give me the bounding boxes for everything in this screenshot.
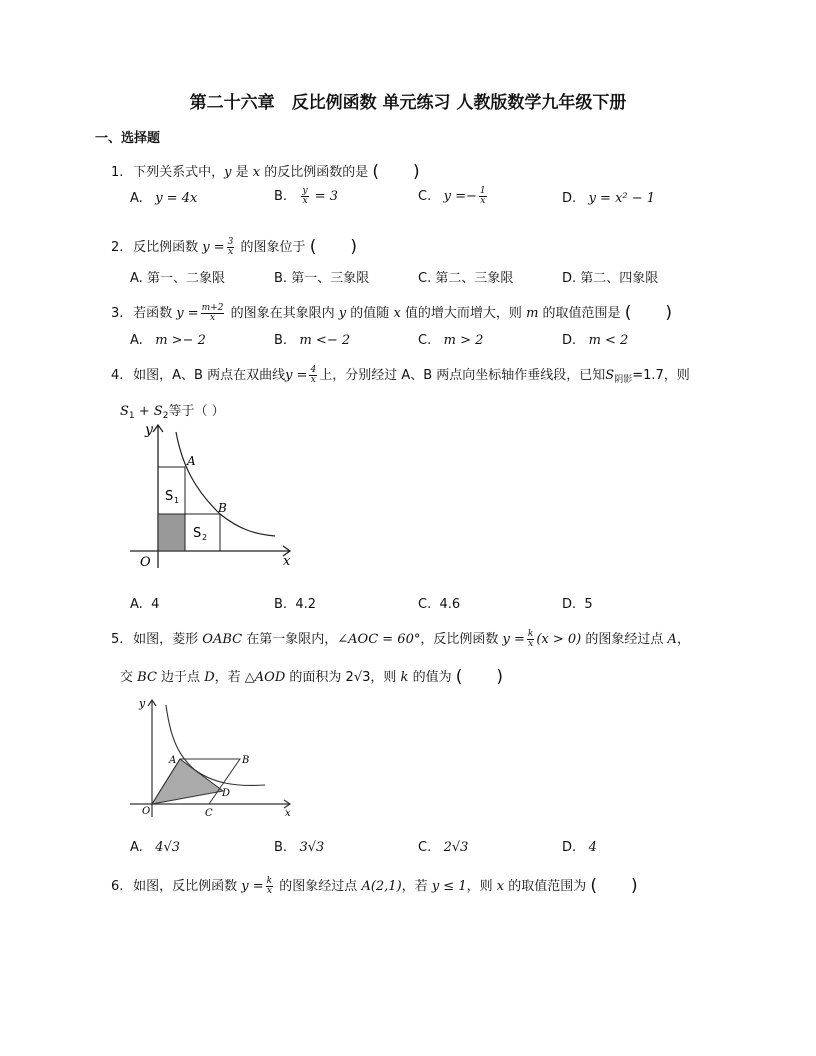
option-4b: B. 4.2: [274, 597, 317, 612]
section-heading: 一、选择题: [95, 131, 161, 146]
option-5a: A. 4√3: [130, 840, 181, 855]
figure-q4: [125, 420, 295, 570]
option-2c: C. 第二、三象限: [418, 271, 514, 286]
option-3a: A. m >− 2: [130, 333, 206, 348]
answer-paren: ( ): [372, 162, 420, 182]
option-1d: D. y = x² − 1: [562, 191, 656, 206]
question-4-line2: $S_1 + S_2$等于（ ）: [120, 404, 225, 421]
option-5d: D. 4: [562, 840, 597, 855]
triangle-aod: [152, 759, 223, 804]
option-2a: A. 第一、二象限: [130, 271, 225, 286]
label-x: x: [283, 554, 291, 569]
question-2: 2. 反比例函数 y = $\frac{3}{x}$ 的图象位于 ( ): [111, 237, 357, 257]
option-1b: B. $\frac{y}{x}$ = 3: [274, 186, 338, 206]
option-4c: C. 4.6: [418, 597, 461, 612]
answer-paren: ( ): [309, 237, 357, 257]
option-3d: D. m < 2: [562, 333, 629, 348]
question-5: 5. 如图，菱形 OABC 在第一象限内，∠AOC = 60°，反比例函数 y = $\frac{k}{x}$ (x > 0) 的图象经过点 A，: [111, 629, 690, 649]
label-o: O: [142, 806, 151, 817]
label-s2-sub: 2: [202, 533, 208, 542]
option-2d: D. 第二、四象限: [562, 271, 659, 286]
label-s2: S: [193, 526, 202, 541]
shaded-region: [158, 514, 185, 551]
label-s1-sub: 1: [174, 496, 180, 505]
question-4: 4. 如图，A、B 两点在双曲线y = $\frac{4}{x}$ 上，分别经过 A、B 两点向坐标轴作垂线段，已知$S_{阴影}=1.7$，则: [111, 365, 690, 385]
question-5-line2: 交 BC 边于点 D，若 △AOD 的面积为 2√3，则 k 的值为 ( ): [120, 667, 503, 687]
label-s1: S: [165, 489, 174, 504]
label-y: y: [139, 697, 146, 710]
question-6: 6. 如图，反比例函数 y = $\frac{k}{x}$ 的图象经过点 A(2,1)，若 y ≤ 1，则 x 的取值范围为 ( ): [111, 876, 638, 896]
label-y: y: [145, 422, 153, 438]
label-a: A: [169, 755, 177, 766]
hyperbola-curve: [176, 432, 275, 536]
question-1: 1. 下列关系式中，y 是 x 的反比例函数的是 ( ): [111, 162, 420, 182]
option-5b: B. 3√3: [274, 840, 325, 855]
option-1a: A. y = 4x: [130, 191, 198, 206]
question-text: 下列关系式中，: [133, 165, 225, 180]
label-b: B: [242, 755, 250, 766]
question-number: 1.: [111, 165, 124, 180]
label-b: B: [218, 501, 227, 515]
label-a: A: [187, 454, 196, 468]
question-3: 3. 若函数 y = $\frac{m+2}{x}$ 的图象在其象限内 y 的值随 x 值的增大而增大，则 m 的取值范围是 ( ): [111, 303, 672, 323]
page-title: 第二十六章 反比例函数 单元练习 人教版数学九年级下册: [189, 93, 627, 113]
option-5c: C. 2√3: [418, 840, 469, 855]
option-3b: B. m <− 2: [274, 333, 351, 348]
label-c: C: [205, 808, 213, 819]
option-4d: D. 5: [562, 597, 593, 612]
label-o: O: [140, 555, 151, 570]
answer-paren: ( ): [455, 667, 503, 687]
label-d: D: [222, 788, 231, 799]
option-1c: C. y =− $\frac{1}{x}$: [418, 186, 486, 206]
option-2b: B. 第一、三象限: [274, 271, 370, 286]
option-3c: C. m > 2: [418, 333, 484, 348]
figure-q5: [125, 695, 295, 820]
answer-paren: ( ): [590, 876, 638, 896]
label-x: x: [285, 808, 291, 819]
answer-paren: ( ): [624, 303, 672, 323]
option-4a: A. 4: [130, 597, 160, 612]
